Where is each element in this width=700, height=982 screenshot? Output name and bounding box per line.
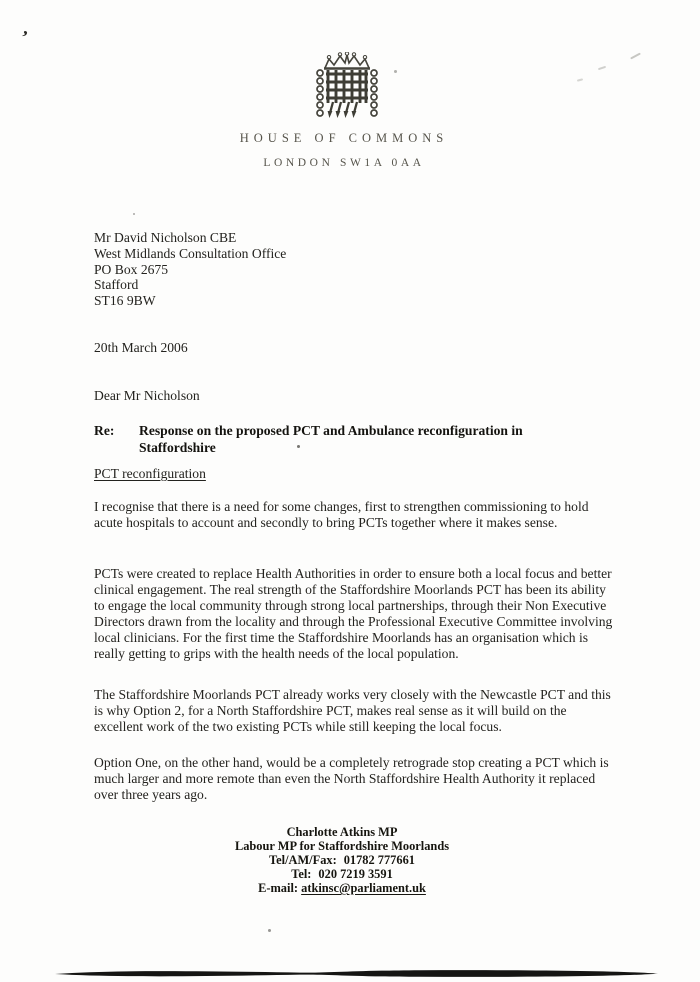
recipient-line: West Midlands Consultation Office [94, 245, 287, 261]
recipient-line: Stafford [94, 277, 139, 293]
subject-text-line1: Response on the proposed PCT and Ambulance reconfiguration in [139, 423, 523, 438]
scan-speck [394, 70, 397, 73]
letter-date: 20th March 2006 [94, 340, 188, 355]
subject-text [139, 423, 523, 457]
body-paragraph: Option One, on the other hand, would be a completely retrograde stop creating a PCT which is much larger and more remote than even the North Staffordshire Health Authority it replaced over three years ago. [94, 755, 609, 802]
scan-smudge [630, 53, 641, 60]
pen-mark: , [21, 17, 32, 40]
section-heading: PCT reconfiguration [94, 466, 206, 481]
signature-phone2 [0, 868, 692, 882]
scan-bottom-bar [0, 967, 700, 981]
signature-role: Labour MP for Staffordshire Moorlands [234, 838, 450, 853]
email-label: E-mail: [258, 880, 299, 895]
scan-smudge [598, 66, 606, 70]
body-paragraph: I recognise that there is a need for some changes, first to strengthen commissioning to hold acute hospitals to account and secondly to bring PCTs together where it makes sense. [94, 499, 589, 530]
subject-line [94, 423, 523, 457]
signature-name: Charlotte Atkins MP [286, 825, 398, 839]
scan-speck [268, 929, 271, 932]
recipient-line: Mr David Nicholson CBE [94, 230, 237, 245]
subject-text-line2: Staffordshire [139, 439, 216, 455]
subject-label: Re: [94, 423, 115, 438]
salutation: Dear Mr Nicholson [94, 388, 200, 403]
phone1-label: Tel/AM/Fax: [269, 852, 337, 867]
letterhead-org-address: LONDON SW1A 0AA [263, 157, 425, 169]
phone1-value: 01782 777661 [343, 852, 415, 867]
recipient-address-block [94, 230, 286, 309]
scan-smudge [577, 78, 583, 81]
letterhead-org-name: HOUSE OF COMMONS [239, 131, 449, 145]
house-of-commons-crest-icon [306, 52, 388, 129]
recipient-line: ST16 9BW [94, 293, 156, 309]
email-address: atkinsc@parliament.uk [301, 880, 426, 895]
recipient-line: PO Box 2675 [94, 261, 169, 277]
body-paragraph: The Staffordshire Moorlands PCT already works very closely with the Newcastle PCT and this is why Option 2, for a North Staffordshire PCT, makes real sense as it will build on the excellent work of the two existing PCTs while still keeping the local focus. [94, 687, 611, 734]
body-paragraph: PCTs were created to replace Health Authorities in order to ensure both a local focus and better clinical engagement. The real strength of the Staffordshire Moorlands PCT has been its ability to engage the local community through strong local partnerships, through their Non Executive Directors drawn from the locality and through the Professional Executive Committee involving local clinicians. For the first time the Staffordshire Moorlands has an organisation which is really getting to grips with the health needs of the local population. [94, 566, 613, 661]
phone2-value: 020 7219 3591 [318, 866, 393, 881]
signature-block [0, 826, 692, 896]
signature-phone1 [0, 854, 692, 868]
scan-speck [133, 213, 135, 215]
signature-email [0, 882, 692, 896]
phone2-label: Tel: [291, 866, 312, 881]
